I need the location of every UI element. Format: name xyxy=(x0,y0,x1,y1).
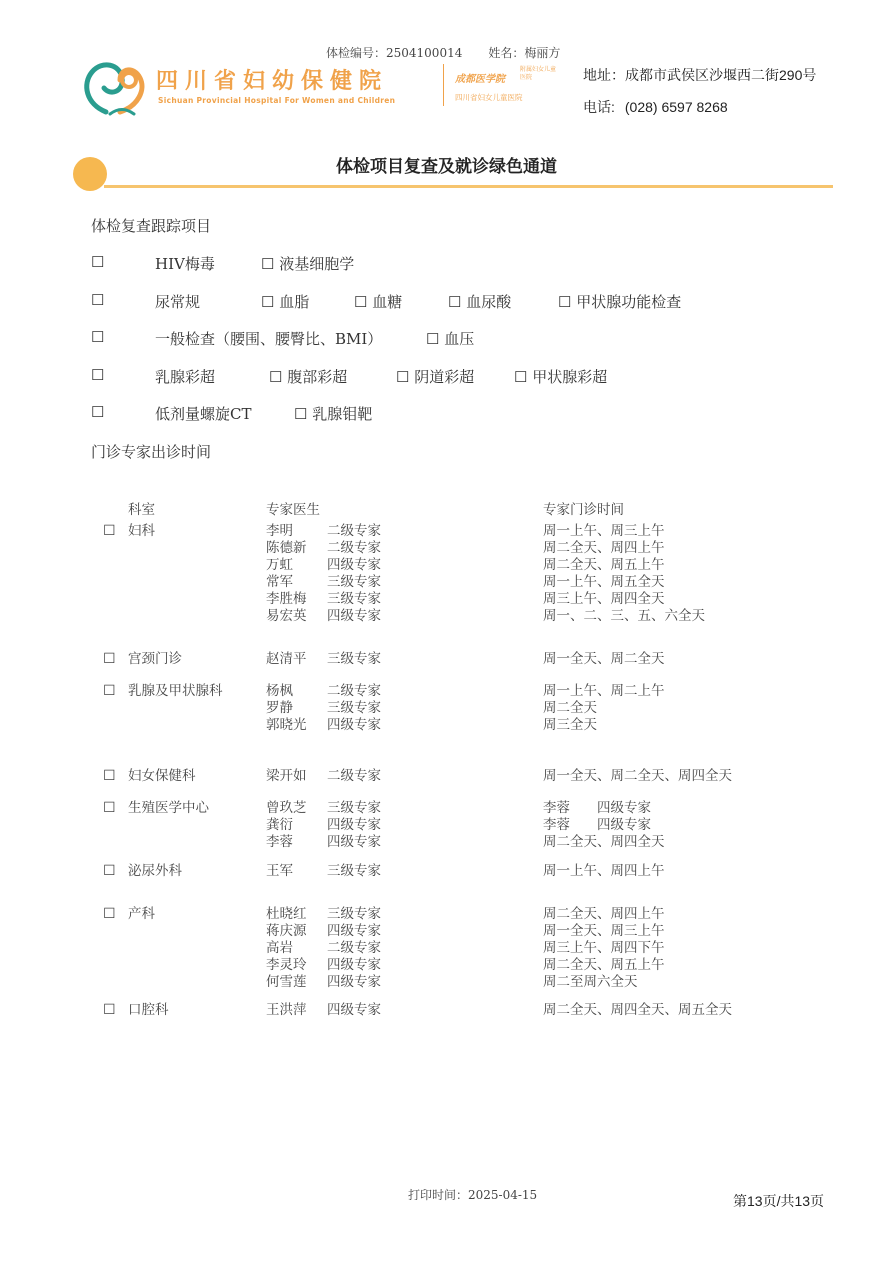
dept-name: 乳腺及甲状腺科 xyxy=(128,683,223,699)
dept-checkbox[interactable]: ☐ xyxy=(103,800,116,816)
clinic-time: 周二全天、周五上午 xyxy=(543,557,665,573)
doctor-level: 二级专家 xyxy=(327,940,381,956)
clinic-time: 周三全天 xyxy=(543,717,597,733)
clinic-time: 周一上午、周二上午 xyxy=(543,683,665,699)
followup-option[interactable]: ☐ 甲状腺彩超 xyxy=(514,368,608,386)
title-underline xyxy=(104,185,833,188)
doctor-name: 龚衍 xyxy=(266,817,293,833)
doctor-level: 四级专家 xyxy=(327,817,381,833)
doctor-name: 常军 xyxy=(266,574,293,590)
doctor-name: 李胜梅 xyxy=(266,591,307,607)
doctor-level: 三级专家 xyxy=(327,700,381,716)
doctor-name: 罗静 xyxy=(266,700,293,716)
doctor-level: 二级专家 xyxy=(327,683,381,699)
dept-name: 妇女保健科 xyxy=(128,768,196,784)
patient-name: 姓名：梅丽方 xyxy=(488,46,561,60)
followup-option[interactable]: ☐ 阴道彩超 xyxy=(396,368,475,386)
doctor-level: 三级专家 xyxy=(327,574,381,590)
clinic-time: 李蓉 四级专家 xyxy=(543,800,651,816)
doctor-name: 陈德新 xyxy=(266,540,307,556)
doctor-level: 四级专家 xyxy=(327,1002,381,1018)
header-divider xyxy=(443,64,444,106)
doctor-level: 四级专家 xyxy=(327,608,381,624)
doctor-name: 蒋庆源 xyxy=(266,923,307,939)
hospital-name-en: Sichuan Provincial Hospital For Women and Children xyxy=(158,96,396,105)
clinic-time: 李蓉 四级专家 xyxy=(543,817,651,833)
doctor-name: 李蓉 xyxy=(266,834,293,850)
doctor-level: 三级专家 xyxy=(327,906,381,922)
print-time: 打印时间：2025-04-15 xyxy=(408,1188,538,1202)
followup-item-label: 乳腺彩超 xyxy=(155,368,216,386)
doctor-name: 赵清平 xyxy=(266,651,307,667)
followup-item-label: 一般检查（腰围、腰臀比、BMI） xyxy=(155,330,383,348)
clinic-time: 周二全天、周五上午 xyxy=(543,957,665,973)
clinic-time: 周三上午、周四全天 xyxy=(543,591,665,607)
dept-name: 妇科 xyxy=(128,523,155,539)
followup-option[interactable]: ☐ 乳腺钼靶 xyxy=(294,405,373,423)
clinic-time: 周一全天、周二全天、周四全天 xyxy=(543,768,732,784)
doctor-level: 三级专家 xyxy=(327,863,381,879)
doctor-name: 何雪莲 xyxy=(266,974,307,990)
doctor-name: 郭晓光 xyxy=(266,717,307,733)
clinic-time: 周二全天、周四上午 xyxy=(543,906,665,922)
followup-item-label: HIV梅毒 xyxy=(155,255,215,273)
affiliation-hospital: 附属妇女儿童医院 xyxy=(520,67,557,81)
doctor-level: 三级专家 xyxy=(327,651,381,667)
header-dept: 科室 xyxy=(128,502,155,518)
page-number: 第13页/共13页 xyxy=(733,1193,825,1209)
clinic-section-title: 门诊专家出诊时间 xyxy=(91,443,212,461)
exam-info xyxy=(326,44,560,61)
doctor-level: 二级专家 xyxy=(327,523,381,539)
doctor-level: 二级专家 xyxy=(327,768,381,784)
doctor-name: 李灵玲 xyxy=(266,957,307,973)
dept-name: 泌尿外科 xyxy=(128,863,182,879)
clinic-time: 周一上午、周四上午 xyxy=(543,863,665,879)
dept-checkbox[interactable]: ☐ xyxy=(103,523,116,539)
doctor-level: 三级专家 xyxy=(327,800,381,816)
checkbox[interactable]: ☐ xyxy=(91,403,105,421)
doctor-name: 杜晓红 xyxy=(266,906,307,922)
doctor-name: 高岩 xyxy=(266,940,293,956)
followup-option[interactable]: ☐ 血脂 xyxy=(261,293,310,311)
hospital-name-cn: 四川省妇幼保健院 xyxy=(156,69,389,94)
checkbox[interactable]: ☐ xyxy=(91,328,105,346)
doctor-level: 四级专家 xyxy=(327,923,381,939)
doctor-name: 万虹 xyxy=(266,557,293,573)
clinic-time: 周二全天、周四上午 xyxy=(543,540,665,556)
doctor-name: 李明 xyxy=(266,523,293,539)
clinic-time: 周一上午、周五全天 xyxy=(543,574,665,590)
followup-item-label: 低剂量螺旋CT xyxy=(155,405,252,423)
checkbox[interactable]: ☐ xyxy=(91,291,105,309)
doctor-name: 梁开如 xyxy=(266,768,307,784)
doctor-level: 四级专家 xyxy=(327,834,381,850)
doctor-level: 三级专家 xyxy=(327,591,381,607)
doctor-name: 王洪萍 xyxy=(266,1002,307,1018)
followup-section-title: 体检复查跟踪项目 xyxy=(91,217,212,235)
doctor-name: 曾玖芝 xyxy=(266,800,307,816)
followup-option[interactable]: ☐ 液基细胞学 xyxy=(261,255,355,273)
doctor-name: 王军 xyxy=(266,863,293,879)
dept-checkbox[interactable]: ☐ xyxy=(103,651,116,667)
checkbox[interactable]: ☐ xyxy=(91,366,105,384)
exam-number: 体检编号：2504100014 xyxy=(326,46,463,60)
hospital-address: 地址：成都市武侯区沙堰西二街290号 xyxy=(583,67,817,83)
doctor-name: 易宏英 xyxy=(266,608,307,624)
phone-number: (028) 6597 8268 xyxy=(624,99,728,115)
header-time: 专家门诊时间 xyxy=(543,502,624,518)
doctor-level: 二级专家 xyxy=(327,540,381,556)
dept-name: 生殖医学中心 xyxy=(128,800,209,816)
clinic-time: 周一全天、周二全天 xyxy=(543,651,665,667)
dept-name: 宫颈门诊 xyxy=(128,651,182,667)
page-title: 体检项目复查及就诊绿色通道 xyxy=(336,157,557,176)
dept-checkbox[interactable]: ☐ xyxy=(103,768,116,784)
checkbox[interactable]: ☐ xyxy=(91,253,105,271)
hospital-phone xyxy=(583,97,728,117)
followup-option[interactable]: ☐ 甲状腺功能检查 xyxy=(558,293,682,311)
clinic-time: 周二至周六全天 xyxy=(543,974,638,990)
dept-checkbox[interactable]: ☐ xyxy=(103,683,116,699)
followup-option[interactable]: ☐ 血压 xyxy=(426,330,475,348)
followup-option[interactable]: ☐ 血尿酸 xyxy=(448,293,512,311)
dept-name: 产科 xyxy=(128,906,155,922)
clinic-time: 周一、二、三、五、六全天 xyxy=(543,608,705,624)
clinic-time: 周二全天、周四全天 xyxy=(543,834,665,850)
doctor-level: 四级专家 xyxy=(327,957,381,973)
doctor-level: 四级专家 xyxy=(327,557,381,573)
followup-item-label: 尿常规 xyxy=(155,293,201,311)
clinic-time: 周二全天 xyxy=(543,700,597,716)
dept-name: 口腔科 xyxy=(128,1002,169,1018)
clinic-time: 周一上午、周三上午 xyxy=(543,523,665,539)
phone-label: 电话: xyxy=(583,99,615,115)
doctor-level: 四级专家 xyxy=(327,717,381,733)
header-doctor: 专家医生 xyxy=(266,502,320,518)
clinic-time: 周二全天、周四全天、周五全天 xyxy=(543,1002,732,1018)
clinic-time: 周三上午、周四下午 xyxy=(543,940,665,956)
affiliation-college: 成都医学院 xyxy=(455,74,505,85)
dept-checkbox[interactable]: ☐ xyxy=(103,906,116,922)
followup-option[interactable]: ☐ 腹部彩超 xyxy=(269,368,348,386)
doctor-name: 杨枫 xyxy=(266,683,293,699)
clinic-time: 周一全天、周三上午 xyxy=(543,923,665,939)
hospital-logo-icon xyxy=(80,54,160,120)
followup-option[interactable]: ☐ 血糖 xyxy=(354,293,403,311)
affiliation-provincial: 四川省妇女儿童医院 xyxy=(455,93,523,102)
dept-checkbox[interactable]: ☐ xyxy=(103,1002,116,1018)
dept-checkbox[interactable]: ☐ xyxy=(103,863,116,879)
doctor-level: 四级专家 xyxy=(327,974,381,990)
